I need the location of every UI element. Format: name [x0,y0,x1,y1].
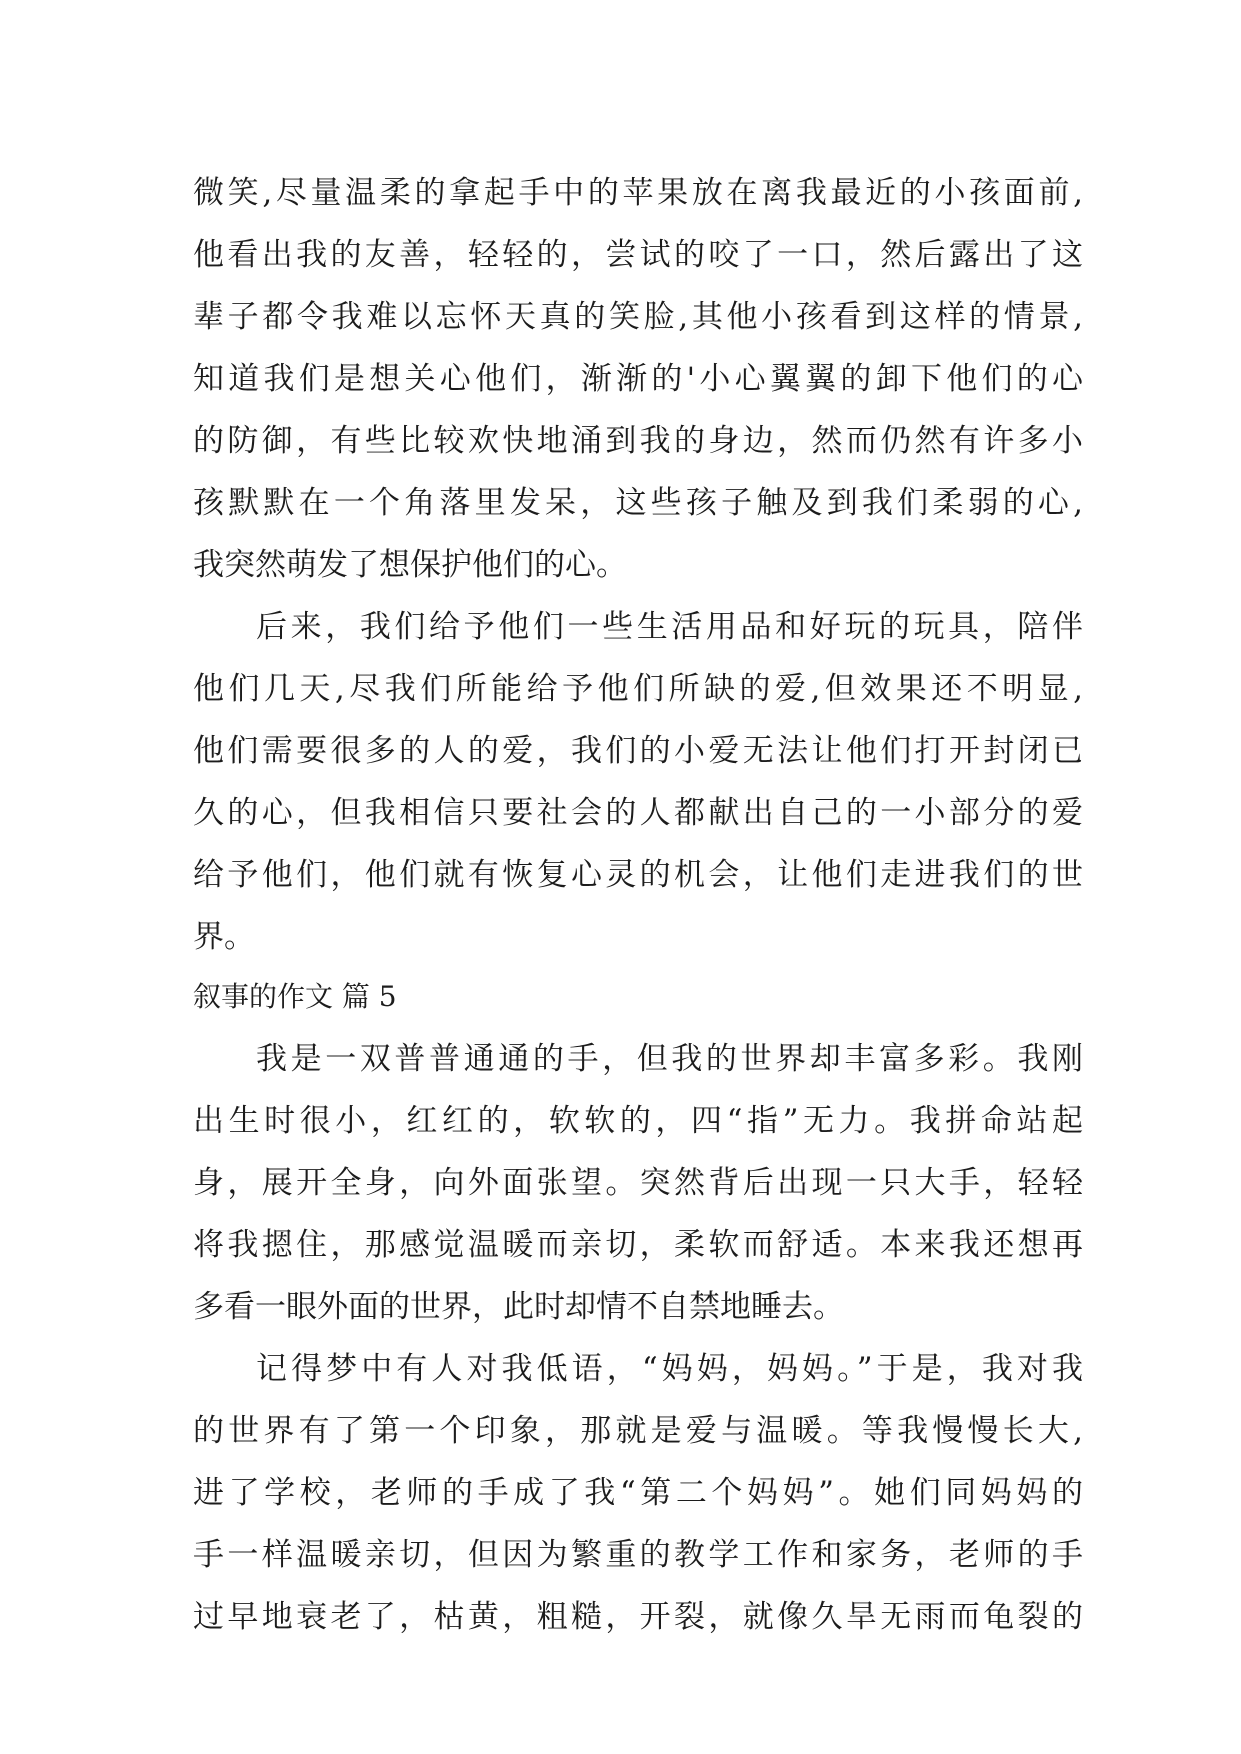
text-line: 记得梦中有人对我低语，“妈妈，妈妈。”于是，我对我 [256,1351,1083,1387]
text-line: 界。 [193,919,255,955]
text-line: 多看一眼外面的世界，此时却情不自禁地睡去。 [193,1289,844,1325]
text-line: 久的心，但我相信只要社会的人都献出自己的一小部分的爱 [193,795,1083,831]
text-line: 将我摁住，那感觉温暖而亲切，柔软而舒适。本来我还想再 [193,1227,1083,1263]
text-line: 后来，我们给予他们一些生活用品和好玩的玩具，陪伴 [256,609,1083,645]
text-line: 辈子都令我难以忘怀天真的笑脸,其他小孩看到这样的情景, [193,299,1083,335]
text-line: 我是一双普普通通的手，但我的世界却丰富多彩。我刚 [256,1041,1083,1077]
text-line: 他们需要很多的人的爱，我们的小爱无法让他们打开封闭已 [193,733,1083,769]
text-line: 他看出我的友善，轻轻的，尝试的咬了一口，然后露出了这 [193,237,1083,273]
text-line: 孩默默在一个角落里发呆，这些孩子触及到我们柔弱的心, [193,485,1083,521]
text-line: 过早地衰老了，枯黄，粗糙，开裂，就像久旱无雨而龟裂的 [193,1599,1083,1635]
text-line: 的世界有了第一个印象，那就是爱与温暖。等我慢慢长大, [193,1413,1083,1449]
text-line: 给予他们，他们就有恢复心灵的机会，让他们走进我们的世 [193,857,1083,893]
text-line: 我突然萌发了想保护他们的心。 [193,547,627,583]
text-line: 微笑,尽量温柔的拿起手中的苹果放在离我最近的小孩面前, [193,175,1083,211]
text-line: 手一样温暖亲切，但因为繁重的教学工作和家务，老师的手 [193,1537,1083,1573]
text-line: 知道我们是想关心他们，渐渐的'小心翼翼的卸下他们的心 [193,361,1083,397]
text-line: 进了学校，老师的手成了我“第二个妈妈”。她们同妈妈的 [193,1475,1083,1511]
text-line: 的防御，有些比较欢快地涌到我的身边，然而仍然有许多小 [193,423,1083,459]
text-line: 出生时很小，红红的，软软的，四“指”无力。我拼命站起 [193,1103,1083,1139]
text-line: 他们几天,尽我们所能给予他们所缺的爱,但效果还不明显, [193,671,1083,707]
text-line: 身，展开全身，向外面张望。突然背后出现一只大手，轻轻 [193,1165,1083,1201]
section-heading: 叙事的作文 篇 5 [193,980,397,1013]
